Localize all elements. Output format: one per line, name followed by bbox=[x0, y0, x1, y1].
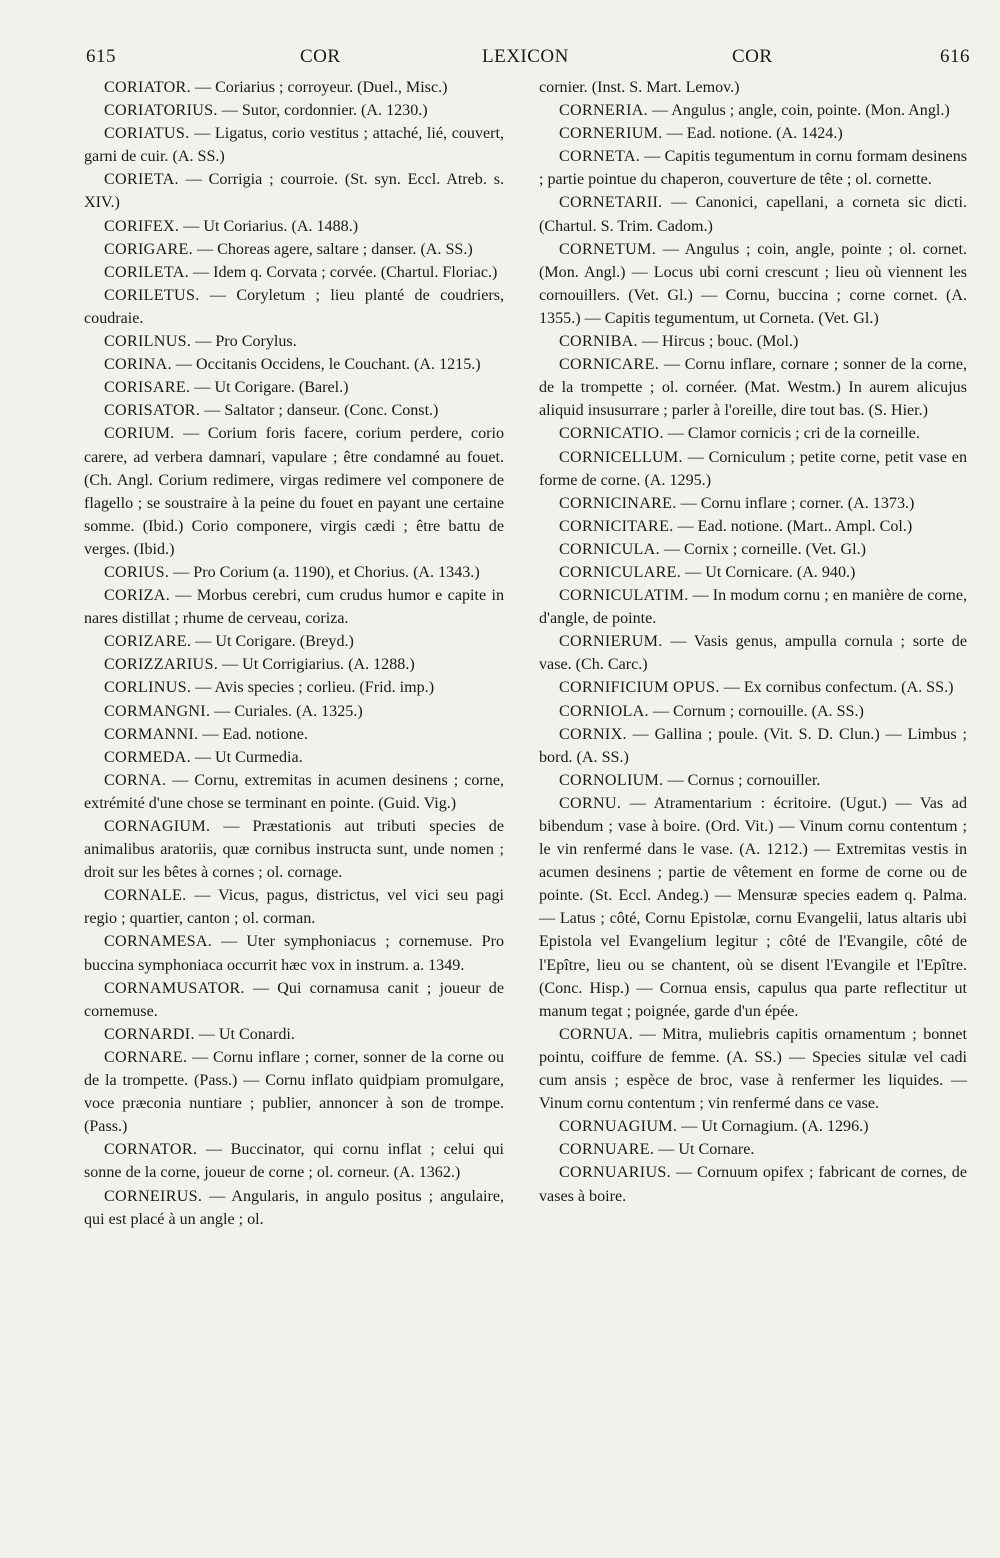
entry-headword: CORNETUM. bbox=[559, 240, 657, 258]
dictionary-entry bbox=[84, 330, 504, 353]
entry-definition: — Mitra, muliebris capitis ornamentum ; bonnet pointu, coiffure de femme. (A. SS.) — Species situlæ vel cadi cum ansis ; espèce de broc, vase à renfermer les liquides. — Vinum cornu contentum ; vin renfermé dans ce vase. bbox=[539, 1025, 967, 1113]
dictionary-entry bbox=[84, 653, 504, 676]
dictionary-entry bbox=[84, 261, 504, 284]
entry-definition: — Capitis tegumentum in cornu formam desinens ; partie pointue du chaperon, couverture de tête ; ol. cornette. bbox=[539, 148, 967, 189]
dictionary-entry bbox=[84, 561, 504, 584]
entry-definition: — Ut Cornagium. (A. 1296.) bbox=[677, 1118, 869, 1136]
entry-definition: — Cornu inflare, cornare ; sonner de la corne, de la trompette ; ol. cornéer. (Mat. Westm.) In aurem alicujus aliquid insusurrare ; parler à l'oreille, dire tout bas. (S. Hier.) bbox=[539, 356, 967, 420]
dictionary-entry bbox=[539, 353, 967, 422]
dictionary-entry bbox=[539, 1115, 967, 1138]
entry-definition: — Ut Corrigiarius. (A. 1288.) bbox=[218, 656, 415, 674]
dictionary-entry bbox=[84, 376, 504, 399]
entry-definition: — Ut Coriarius. (A. 1488.) bbox=[179, 217, 359, 235]
entry-definition: — Angularis, in angulo positus ; angulaire, qui est placé à un angle ; ol. bbox=[84, 1187, 504, 1228]
entry-headword: CORNIBA. bbox=[559, 333, 638, 351]
entry-definition: — Pro Corium (a. 1190), et Chorius. (A. 1343.) bbox=[169, 563, 480, 581]
dictionary-entry bbox=[539, 584, 967, 630]
dictionary-entry bbox=[84, 353, 504, 376]
entry-definition: — Atramentarium : écritoire. (Ugut.) — Vas ad bibendum ; vase à boire. (Ord. Vit.) — Vinum cornu contentum ; le vin renfermé dans le vase. (A. 1212.) — Extremitas vestis in acumen desinens ; partie de vêtement en forme de corne ou de pointe. (St. Eccl. Andeg.) — Mensuræ species eadem q. Palma. — Latus ; côté, Cornu Epistolæ, cornu Evangelii, latus altaris ubi Epistola vel Evangelium legitur ; côté de l'Evangile, côté de l'Epître, lieu ou se chantent, où se disent l'Evangile et l'Epître. (Conc. Hisp.) — Cornua ensis, capulus qua parte reflectitur ut manum tegat ; poignée, garde d'un épée. bbox=[539, 794, 967, 1020]
dictionary-entry bbox=[84, 977, 504, 1023]
entry-definition: — Gallina ; poule. (Vit. S. D. Clun.) — Limbus ; bord. (A. SS.) bbox=[539, 725, 967, 766]
entry-definition: cornier. (Inst. S. Mart. Lemov.) bbox=[539, 79, 740, 96]
entry-headword: CORNICULARE. bbox=[559, 563, 682, 581]
dictionary-entry bbox=[539, 191, 967, 237]
entry-headword: CORNETA. bbox=[559, 148, 641, 166]
dictionary-entry bbox=[539, 422, 967, 445]
entry-definition: — Cornuum opifex ; fabricant de cornes, de vases à boire. bbox=[539, 1164, 967, 1205]
entry-definition: — Avis species ; corlieu. (Frid. imp.) bbox=[191, 679, 435, 697]
dictionary-entry bbox=[539, 492, 967, 515]
entry-headword: CORMEDA. bbox=[104, 748, 191, 766]
entry-headword: CORISATOR. bbox=[104, 402, 201, 420]
entry-definition: — Cornix ; corneille. (Vet. Gl.) bbox=[659, 540, 866, 558]
entry-headword: CORNATOR. bbox=[104, 1141, 198, 1159]
entry-headword: CORIFEX. bbox=[104, 217, 180, 235]
entry-headword: CORNA. bbox=[104, 771, 167, 789]
right-running-word: COR bbox=[732, 46, 773, 67]
dictionary-entry bbox=[539, 676, 967, 699]
dictionary-entry bbox=[84, 422, 504, 561]
entry-definition: — Sutor, cordonnier. (A. 1230.) bbox=[217, 102, 428, 120]
entry-headword: CORNIERUM. bbox=[559, 633, 663, 651]
dictionary-entry bbox=[84, 399, 504, 422]
entry-headword: CORNOLIUM. bbox=[559, 771, 664, 789]
entry-definition: — Ex cornibus confectum. (A. SS.) bbox=[719, 679, 954, 697]
entry-definition: — Idem q. Corvata ; corvée. (Chartul. Floriac.) bbox=[189, 263, 498, 281]
right-column bbox=[539, 76, 967, 1208]
dictionary-entry bbox=[84, 122, 504, 168]
entry-definition: — Choreas agere, saltare ; danser. (A. SS.) bbox=[192, 240, 473, 258]
dictionary-entry bbox=[84, 584, 504, 630]
entry-headword: CORIZARE. bbox=[104, 633, 192, 651]
entry-definition: — Angulus ; coin, angle, pointe ; ol. cornet. (Mon. Angl.) — Locus ubi corni crescunt ; lieu où viennent les cornouillers. (Vet. Gl.) — Cornu, buccina ; corne cornet. (A. 1355.) — Capitis tegumentum, ut Corneta. (Vet. Gl.) bbox=[539, 240, 967, 327]
page-title: LEXICON bbox=[482, 46, 569, 67]
dictionary-entry bbox=[84, 238, 504, 261]
dictionary-entry bbox=[539, 769, 967, 792]
entry-definition: — Canonici, capellani, a corneta sic dicti. (Chartul. S. Trim. Cadom.) bbox=[539, 194, 967, 235]
entry-definition: — Ead. notione. (Mart.. Ampl. Col.) bbox=[673, 517, 913, 535]
dictionary-entry bbox=[539, 76, 967, 99]
dictionary-entry bbox=[84, 76, 504, 99]
entry-definition: — Ut Conardi. bbox=[194, 1025, 295, 1043]
entry-headword: CORIATOR. bbox=[104, 79, 191, 96]
entry-definition: — Pro Corylus. bbox=[191, 333, 297, 351]
entry-definition: — Qui cornamusa canit ; joueur de cornemuse. bbox=[84, 979, 504, 1020]
entry-definition: — Morbus cerebri, cum crudus humor e capite in nares distillat ; rhume de cerveau, coriza. bbox=[84, 587, 504, 628]
entry-headword: CORIGARE. bbox=[104, 240, 193, 258]
dictionary-entry bbox=[84, 630, 504, 653]
entry-definition: — Ut Corigare. (Barel.) bbox=[190, 379, 349, 397]
dictionary-entry bbox=[539, 723, 967, 769]
entry-definition: — Coriarius ; corroyeur. (Duel., Misc.) bbox=[190, 79, 448, 96]
dictionary-entry bbox=[539, 99, 967, 122]
entry-definition: — Ut Curmedia. bbox=[190, 748, 303, 766]
entry-definition: — Corniculum ; petite corne, petit vase en forme de corne. (A. 1295.) bbox=[539, 448, 967, 489]
dictionary-entry bbox=[539, 700, 967, 723]
entry-headword: CORIUS. bbox=[104, 563, 170, 581]
dictionary-entry bbox=[539, 630, 967, 676]
entry-headword: CORILNUS. bbox=[104, 333, 192, 351]
dictionary-entry bbox=[539, 1161, 967, 1207]
left-column bbox=[84, 76, 504, 1231]
entry-definition: — Præstationis aut tributi species de animalibus aratoriis, quæ cornibus instructa sunt, unde nomen ; droit sur les bêtes à cornes ; ol. cornage. bbox=[84, 818, 504, 882]
dictionary-entry bbox=[539, 122, 967, 145]
entry-headword: CORNUA. bbox=[559, 1025, 634, 1043]
entry-headword: CORNEIRUS. bbox=[104, 1187, 203, 1205]
entry-definition: — Vicus, pagus, districtus, vel vici seu pagi regio ; quartier, canton ; ol. corman. bbox=[84, 887, 504, 928]
entry-definition: — Clamor cornicis ; cri de la corneille. bbox=[663, 425, 920, 443]
dictionary-entry bbox=[539, 238, 967, 330]
entry-headword: CORIUM. bbox=[104, 425, 175, 443]
entry-headword: CORISARE. bbox=[104, 379, 191, 397]
dictionary-entry bbox=[84, 1046, 504, 1138]
entry-headword: CORIZA. bbox=[104, 587, 171, 605]
left-page-number: 615 bbox=[86, 46, 116, 67]
entry-definition: — Angulus ; angle, coin, pointe. (Mon. Angl.) bbox=[647, 102, 950, 120]
dictionary-entry bbox=[84, 215, 504, 238]
dictionary-entry bbox=[84, 99, 504, 122]
entry-headword: CORNICULATIM. bbox=[559, 587, 689, 605]
entry-definition: — Ead. notione. (A. 1424.) bbox=[662, 125, 843, 143]
entry-headword: CORNICARE. bbox=[559, 356, 660, 374]
entry-headword: CORNU. bbox=[559, 794, 622, 812]
entry-headword: CORNIX. bbox=[559, 725, 627, 743]
entry-headword: CORIETA. bbox=[104, 171, 179, 189]
dictionary-entry bbox=[84, 676, 504, 699]
dictionary-entry bbox=[539, 538, 967, 561]
right-page-number: 616 bbox=[940, 46, 970, 67]
entry-definition: — Buccinator, qui cornu inflat ; celui qui sonne de la corne, joueur de corne ; ol. corneur. (A. 1362.) bbox=[84, 1141, 504, 1182]
entry-headword: CORIATUS. bbox=[104, 125, 190, 143]
entry-headword: CORNUARE. bbox=[559, 1141, 655, 1159]
dictionary-entry bbox=[84, 769, 504, 815]
entry-headword: CORNICINARE. bbox=[559, 494, 677, 512]
entry-headword: CORIZZARIUS. bbox=[104, 656, 219, 674]
dictionary-entry bbox=[539, 330, 967, 353]
dictionary-entry bbox=[539, 1023, 967, 1115]
entry-definition: — Ligatus, corio vestitus ; attaché, lié, couvert, garni de cuir. (A. SS.) bbox=[84, 125, 504, 166]
entry-headword: CORMANGNI. bbox=[104, 702, 211, 720]
dictionary-entry bbox=[84, 1138, 504, 1184]
dictionary-entry bbox=[84, 884, 504, 930]
entry-definition: — Ut Cornare. bbox=[654, 1141, 755, 1159]
entry-headword: CORNARE. bbox=[104, 1048, 188, 1066]
entry-headword: CORNIFICIUM OPUS. bbox=[559, 679, 720, 697]
entry-headword: CORILETUS. bbox=[104, 286, 200, 304]
entry-definition: — Corrigia ; courroie. (St. syn. Eccl. Atreb. s. XIV.) bbox=[84, 171, 504, 212]
entry-definition: — Vasis genus, ampulla cornula ; sorte de vase. (Ch. Carc.) bbox=[539, 633, 967, 674]
dictionary-entry bbox=[84, 1185, 504, 1231]
entry-headword: CORNIOLA. bbox=[559, 702, 649, 720]
dictionary-entry bbox=[539, 145, 967, 191]
entry-headword: CORNUAGIUM. bbox=[559, 1118, 678, 1136]
dictionary-entry bbox=[84, 723, 504, 746]
entry-headword: CORNICATIO. bbox=[559, 425, 664, 443]
dictionary-entry bbox=[84, 700, 504, 723]
entry-headword: CORNERIA. bbox=[559, 102, 648, 120]
dictionary-entry bbox=[539, 561, 967, 584]
dictionary-entry bbox=[84, 746, 504, 769]
dictionary-entry bbox=[539, 1138, 967, 1161]
entry-headword: CORNALE. bbox=[104, 887, 187, 905]
entry-definition: — Saltator ; danseur. (Conc. Const.) bbox=[200, 402, 439, 420]
entry-definition: — Cornu inflare ; corner, sonner de la corne ou de la trompette. (Pass.) — Cornu inflato quidpiam promulgare, voce præconia nuntiare ; publier, annoncer à son de trompe. (Pass.) bbox=[84, 1048, 504, 1136]
entry-definition: — Cornu inflare ; corner. (A. 1373.) bbox=[676, 494, 915, 512]
entry-definition: — Ut Corigare. (Breyd.) bbox=[191, 633, 354, 651]
entry-headword: CORNAMUSATOR. bbox=[104, 979, 245, 997]
dictionary-entry bbox=[84, 284, 504, 330]
entry-definition: — Hircus ; bouc. (Mol.) bbox=[637, 333, 799, 351]
dictionary-entry bbox=[84, 168, 504, 214]
dictionary-entry bbox=[539, 446, 967, 492]
entry-definition: — Ead. notione. bbox=[198, 725, 308, 743]
dictionary-entry bbox=[84, 815, 504, 884]
entry-headword: CORNAGIUM. bbox=[104, 818, 211, 835]
entry-headword: CORNICITARE. bbox=[559, 517, 674, 535]
entry-headword: CORIATORIUS. bbox=[104, 102, 218, 120]
entry-definition: — Occitanis Occidens, le Couchant. (A. 1215.) bbox=[171, 356, 481, 374]
entry-definition: — Corium foris facere, corium perdere, corio carere, ad verbera damnari, vapulare ; être condamné au fouet. (Ch. Angl. Corium redimere, virgas redimere vel componere de flagello ; se soustraire à la peine du fouet en payant une certaine somme. (Ibid.) Corio componere, virgis cædi ; être battu de verges. (Ibid.) bbox=[84, 425, 504, 558]
dictionary-entry bbox=[539, 515, 967, 538]
dictionary-entry bbox=[84, 930, 504, 976]
entry-definition: — Coryletum ; lieu planté de coudriers, coudraie. bbox=[84, 286, 504, 327]
entry-definition: — Cornus ; cornouiller. bbox=[663, 771, 821, 789]
entry-headword: CORNICELLUM. bbox=[559, 448, 683, 466]
entry-definition: — Cornum ; cornouille. (A. SS.) bbox=[648, 702, 864, 720]
entry-definition: — Uter symphoniacus ; cornemuse. Pro buccina symphoniaca occurrit hæc vox in instrum. a. 1349. bbox=[84, 933, 504, 974]
entry-definition: — Ut Cornicare. (A. 940.) bbox=[681, 563, 856, 581]
entry-headword: CORILETA. bbox=[104, 263, 189, 281]
entry-headword: CORNETARII. bbox=[559, 194, 663, 212]
running-header bbox=[60, 46, 970, 74]
entry-headword: CORINA. bbox=[104, 356, 172, 374]
entry-headword: CORNICULA. bbox=[559, 540, 660, 558]
entry-headword: CORNARDI. bbox=[104, 1025, 195, 1043]
entry-definition: — In modum cornu ; en manière de corne, d'angle, de pointe. bbox=[539, 587, 967, 628]
entry-headword: CORNAMESA. bbox=[104, 933, 213, 951]
left-running-word: COR bbox=[300, 46, 341, 67]
entry-headword: CORNUARIUS. bbox=[559, 1164, 671, 1182]
entry-headword: CORMANNI. bbox=[104, 725, 199, 743]
dictionary-entry bbox=[84, 1023, 504, 1046]
dictionary-entry bbox=[539, 792, 967, 1023]
entry-headword: CORNERIUM. bbox=[559, 125, 663, 143]
entry-headword: CORLINUS. bbox=[104, 679, 192, 697]
entry-definition: — Cornu, extremitas in acumen desinens ; corne, extrémité d'une chose se terminant en pointe. (Guid. Vig.) bbox=[84, 771, 504, 812]
entry-definition: — Curiales. (A. 1325.) bbox=[210, 702, 363, 720]
